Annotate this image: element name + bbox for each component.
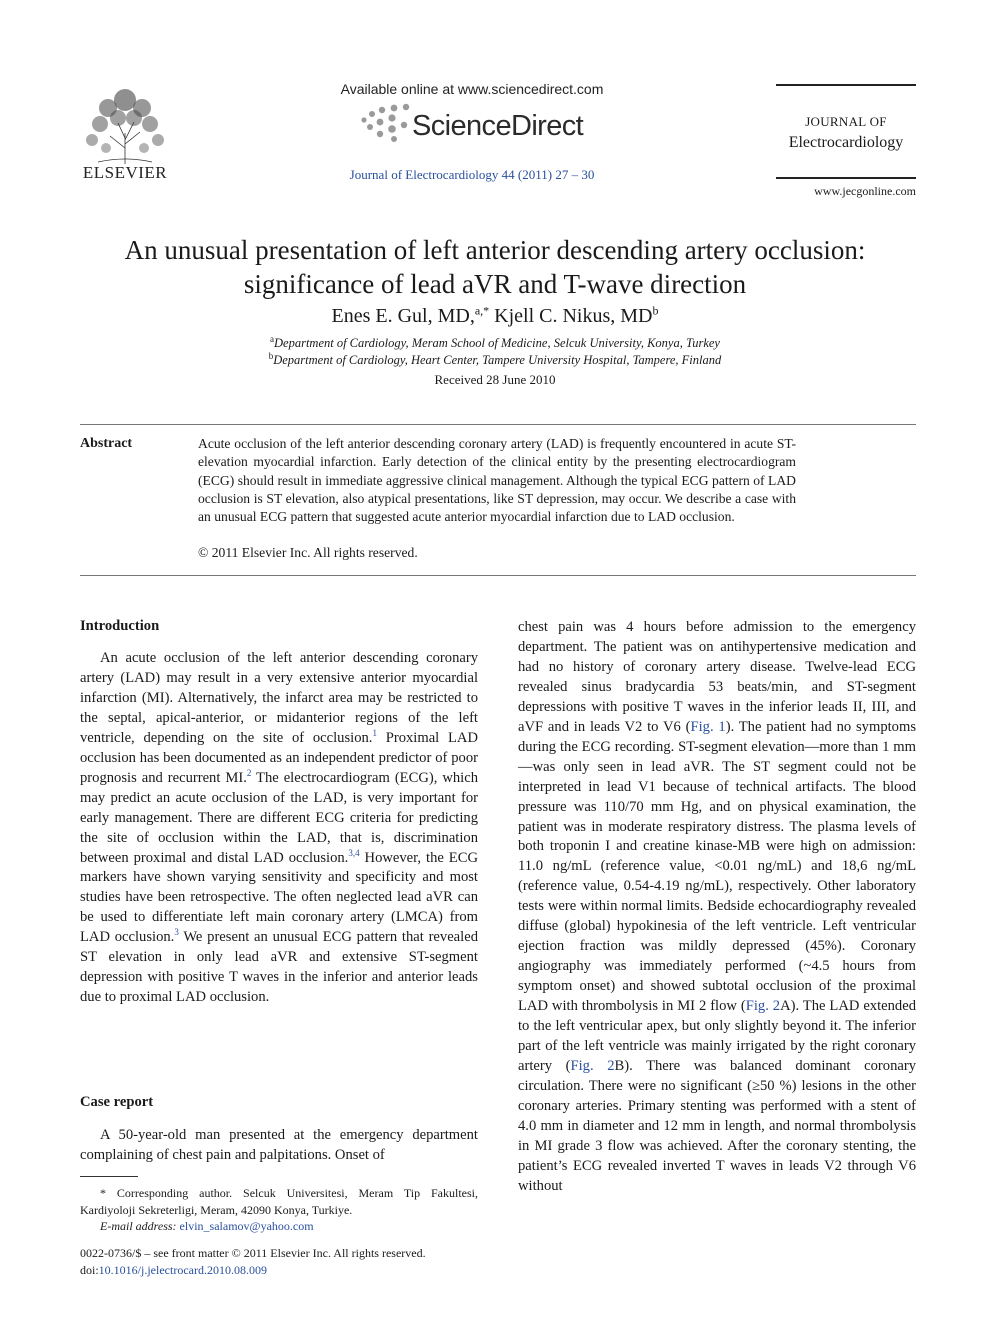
title-line-1: An unusual presentation of left anterior descending artery occlusion: bbox=[124, 235, 866, 265]
case-text-1: chest pain was 4 hours before admission to the emergency department. The patient was on antihypertensive medication and had no history of coronary artery disease. Twelve-lead ECG revealed sinus bradycardia 53 beats/min, and ST-segment depressions with positive T waves in the inferior leads II, III, and aVF and in leads V2 to V6 ( bbox=[518, 619, 916, 735]
affiliation-a bbox=[70, 333, 920, 351]
corresponding-author-text: * Corresponding author. Selcuk Universitesi, Meram Tip Fakultesi, Kardiyoloji Sekreterligi, Meram, 42090 Konya, Turkiye. bbox=[80, 1186, 478, 1217]
journal-name-line2: Electrocardiology bbox=[788, 134, 904, 151]
abstract-label: Abstract bbox=[80, 436, 133, 451]
journal-citation-link[interactable]: Journal of Electrocardiology 44 (2011) 27 – 30 bbox=[349, 167, 595, 182]
ref-2[interactable]: 2 bbox=[246, 767, 252, 778]
affiliation-a-mark: a bbox=[270, 333, 274, 344]
journal-box-top-rule bbox=[776, 84, 916, 86]
front-matter bbox=[80, 1245, 500, 1279]
abstract-text: Acute occlusion of the left anterior descending coronary artery (LAD) is frequently encountered in acute ST-elevation myocardial infarction. Early detection of the clinical entity by the presenting electrocardiogram (ECG) should result in immediate aggressive clinical management. Although the typical ECG pattern of LAD occlusion is ST elevation, also atypical presentations, like ST depression, may occur. We describe a case with an unusual ECG pattern that suggested acute anterior myocardial infarction due to LAD occlusion. bbox=[198, 436, 796, 525]
intro-text-4: However, the ECG markers have shown varying sensitivity and specificity and most studies have been retrospective. The often neglected lead aVR can be used to differentiate left main coronary artery (LMCA) from LAD occlusion. bbox=[80, 849, 478, 946]
ref-3[interactable]: 3 bbox=[174, 927, 179, 938]
author-list bbox=[70, 305, 920, 328]
footnote-rule bbox=[80, 1176, 138, 1177]
intro-text-2: Proximal LAD occlusion has been documented as an independent predictor of poor prognosis and recurrent MI. bbox=[80, 729, 478, 786]
author-2-affiliation-mark: b bbox=[652, 303, 659, 318]
journal-website[interactable]: www.jecgonline.com bbox=[814, 184, 916, 198]
case-report-body bbox=[80, 1126, 478, 1166]
intro-text-5: We present an unusual ECG pattern that revealed ST elevation in only lead aVR and extensive ST-segment depression with positive T waves in the inferior and anterior leads due to proximal LAD occlusion. bbox=[80, 929, 478, 1006]
introduction-body bbox=[80, 649, 478, 1008]
affiliation-b-mark: b bbox=[268, 350, 274, 361]
intro-text-3: The electrocardiogram (ECG), which may predict an acute occlusion of the LAD, is very important for early management. There are different ECG criteria for predicting the site of occlusion within the LAD, that is, discrimination between proximal and distal LAD occlusion. bbox=[80, 769, 478, 866]
corresponding-author-footnote bbox=[80, 1185, 478, 1235]
email-link[interactable]: elvin_salamov@yahoo.com bbox=[179, 1219, 314, 1233]
title-line-2: significance of lead aVR and T-wave direction bbox=[243, 269, 747, 299]
abstract-bottom-rule bbox=[80, 575, 916, 576]
doi-line bbox=[80, 1262, 500, 1279]
intro-text-1: An acute occlusion of the left anterior descending coronary artery (LAD) may result in a very extensive anterior myocardial infarction (MI). Alternatively, the infarct area may be restricted to the septal, apical-anterior, or midanterior regions of the left ventricle, depending on the site of occlusion. bbox=[80, 650, 478, 746]
email-label: E-mail address: bbox=[100, 1219, 180, 1233]
case-text-4: B). There was balanced dominant coronary circulation. There were no significant (≥50 %) lesions in the other coronary arteries. Primary stenting was performed with a stent of 4.0 mm in diameter and 12 mm in length, and normal thrombolysis in MI grade 3 flow was achieved. After the coronary stenting, the patient’s ECG revealed inverted T waves in leads V2 through V6 without bbox=[518, 1057, 916, 1194]
article-title bbox=[70, 233, 920, 301]
email-line bbox=[80, 1218, 478, 1235]
ref-1[interactable]: 1 bbox=[372, 727, 377, 738]
fig-2a-link[interactable]: Fig. 2 bbox=[745, 998, 781, 1015]
introduction-heading: Introduction bbox=[80, 618, 160, 634]
case-text-3: A). The LAD extended to the left ventricular apex, but only slightly beyond it. The inferior part of the left ventricle was mainly irrigated by the right coronary artery ( bbox=[518, 998, 916, 1074]
received-date: Received 28 June 2010 bbox=[434, 372, 556, 387]
case-report-paragraph: A 50-year-old man presented at the emergency department complaining of chest pain and palpitations. Onset of bbox=[80, 1127, 478, 1163]
doi-link[interactable]: 10.1016/j.jelectrocard.2010.08.009 bbox=[98, 1263, 267, 1277]
ref-3-4[interactable]: 3,4 bbox=[348, 847, 360, 858]
introduction-paragraph bbox=[80, 649, 478, 1008]
issn-line: 0022-0736/$ – see front matter © 2011 Elsevier Inc. All rights reserved. bbox=[80, 1246, 426, 1260]
affiliation-b bbox=[70, 350, 920, 368]
available-online-notice[interactable]: Available online at www.sciencedirect.com bbox=[340, 81, 604, 97]
case-report-continued bbox=[518, 618, 916, 1197]
case-text-2: ). The patient had no symptoms during the ECG recording. ST-segment elevation—more than 1 mm—was only seen in lead aVR. The ST segment could not be interpreted in lead V1 because of technical artifacts. The blood pressure was 110/70 mm Hg, and on physical examination, the patient was in moderate respiratory distress. The plasma levels of both troponin I and creatine kinase-MB were high on admission: 11.0 ng/mL (reference value, <0.01 ng/mL) and 18,6 ng/mL (reference value, 0.54-4.19 ng/mL), respectively. Other laboratory tests were within normal limits. Bedside echocardiography revealed diffuse (global) hypokinesia of the left ventricle. Left ventricular ejection fraction was mildly depressed (45%). Coronary angiography was immediately performed (~4.5 hours from symptom onset) and showed subtotal occlusion of the proximal LAD with thrombolysis in MI 2 flow ( bbox=[518, 718, 917, 1015]
case-report-continued-paragraph bbox=[518, 618, 916, 1197]
author-1-affiliation-mark: a,* bbox=[474, 303, 490, 318]
fig-1-link[interactable]: Fig. 1 bbox=[690, 718, 726, 735]
fig-2b-link[interactable]: Fig. 2 bbox=[570, 1057, 615, 1074]
abstract-copyright: © 2011 Elsevier Inc. All rights reserved. bbox=[198, 545, 418, 560]
doi-label: doi: bbox=[80, 1263, 99, 1277]
author-1: Enes E. Gul, MD, bbox=[331, 305, 475, 327]
journal-box-bottom-rule bbox=[776, 177, 916, 179]
case-report-heading: Case report bbox=[80, 1094, 154, 1110]
journal-name-line1: JOURNAL OF bbox=[805, 114, 887, 129]
affiliation-b-text: Department of Cardiology, Heart Center, Tampere University Hospital, Tampere, Finland bbox=[273, 353, 722, 367]
sciencedirect-wordmark: ScienceDirect bbox=[412, 110, 584, 142]
elsevier-wordmark: ELSEVIER bbox=[82, 163, 168, 182]
affiliation-a-text: Department of Cardiology, Meram School of Medicine, Selcuk University, Konya, Turkey bbox=[274, 336, 720, 350]
author-2: Kjell C. Nikus, MD bbox=[494, 305, 653, 327]
abstract-top-rule bbox=[80, 424, 916, 425]
